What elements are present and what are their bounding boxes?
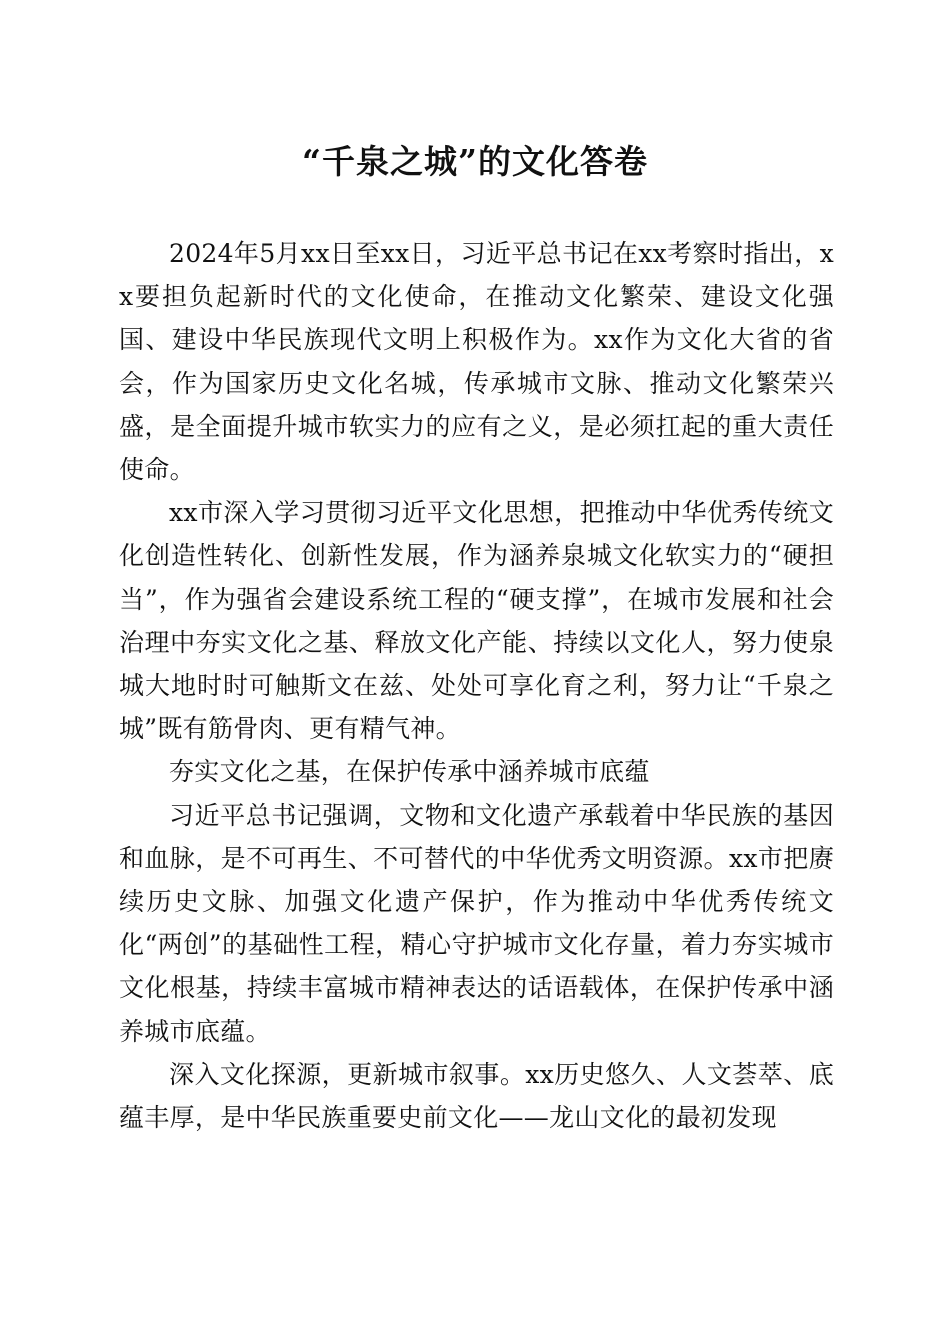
paragraph-intro: 2024年5月xx日至xx日，习近平总书记在xx考察时指出，xx要担负起新时代的文化使命，在推动文化繁荣、建设文化强国、建设中华民族现代文明上积极作为。xx作为文化大省的省会，作为国家历史文化名城，传承城市文脉、推动文化繁荣兴盛，是全面提升城市软实力的应有之义，是必须扛起的重大责任使命。: [119, 239, 834, 485]
paragraph-heritage: 习近平总书记强调，文物和文化遗产承载着中华民族的基因和血脉，是不可再生、不可替代的中华优秀文明资源。xx市把赓续历史文脉、加强文化遗产保护，作为推动中华优秀传统文化“两创”的基础性工程，精心守护城市文化存量，着力夯实城市文化根基，持续丰富城市精神表达的话语载体，在保护传承中涵养城市底蕴。: [119, 800, 834, 1046]
section-heading: 夯实文化之基，在保护传承中涵养城市底蕴: [169, 757, 650, 787]
document-body: [119, 232, 834, 1139]
paragraph-origin: 深入文化探源，更新城市叙事。xx历史悠久、人文荟萃、底蕴丰厚，是中华民族重要史前文化——龙山文化的最初发现: [119, 1059, 834, 1133]
paragraph-city-culture: xx市深入学习贯彻习近平文化思想，把推动中华优秀传统文化创造性转化、创新性发展，作为涵养泉城文化软实力的“硬担当”，作为强省会建设系统工程的“硬支撑”，在城市发展和社会治理中夯实文化之基、释放文化产能、持续以文化人，努力使泉城大地时时可触斯文在兹、处处可享化育之利，努力让“千泉之城”既有筋骨肉、更有精气神。: [119, 498, 834, 744]
document-title: “千泉之城”的文化答卷: [302, 142, 648, 181]
